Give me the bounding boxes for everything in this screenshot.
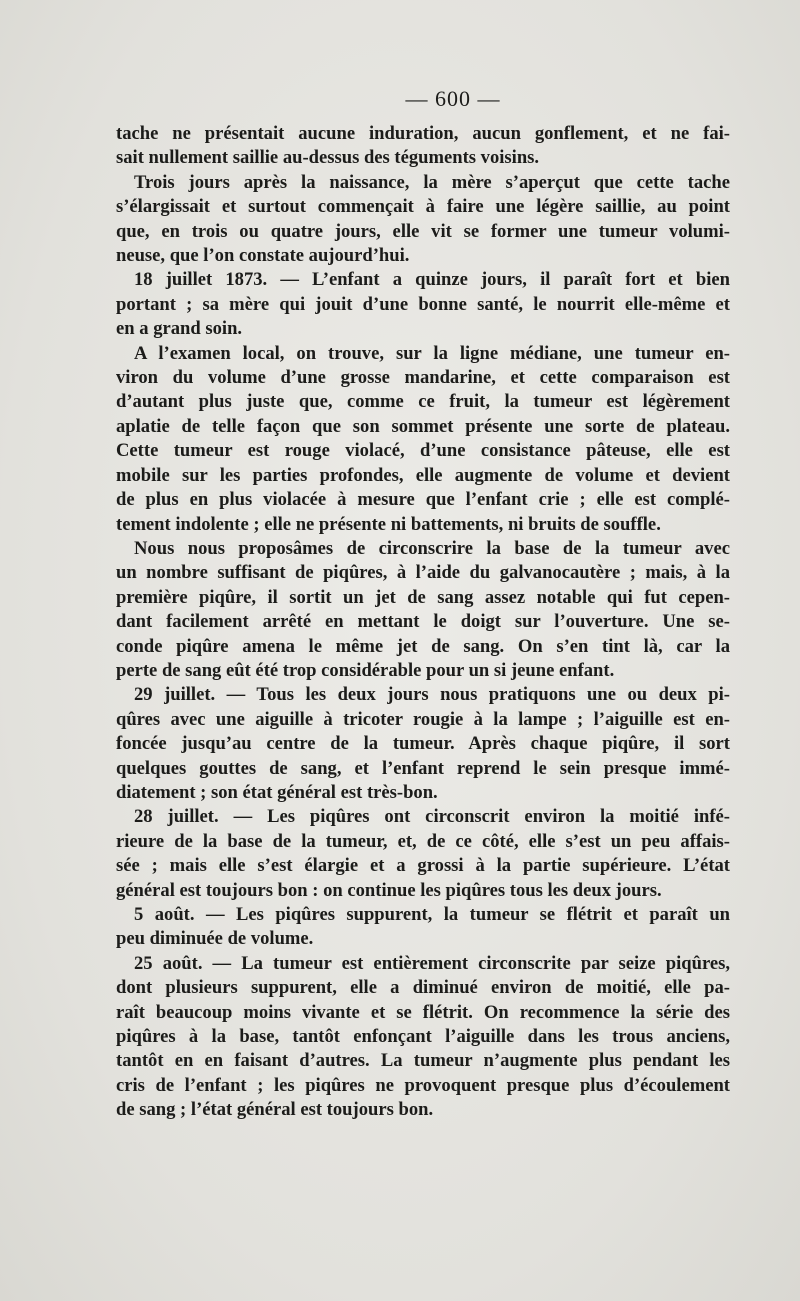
paragraph — [116, 268, 730, 341]
text-line: Nous nous proposâmes de circonscrire la base de la tumeur avec — [134, 537, 730, 559]
text-line: qûres avec une aiguille à tricoter rougie à la lampe ; l’aiguille est en- — [116, 708, 730, 730]
text-line: 5 août. — Les piqûres suppurent, la tumeur se flétrit et paraît un — [134, 904, 730, 925]
paragraph — [116, 683, 730, 805]
text-line: 29 juillet. — Tous les deux jours nous pratiquons une ou deux pi- — [134, 684, 730, 706]
text-line: tantôt en en faisant d’autres. La tumeur n’augmente plus pendant les — [116, 1050, 730, 1072]
text-line: 18 juillet 1873. — L’enfant a quinze jours, il paraît fort et bien — [134, 269, 730, 291]
text-line: première piqûre, il sortit un jet de sang assez notable qui fut cepen- — [116, 586, 730, 608]
paragraph — [116, 171, 730, 269]
text-line: mobile sur les parties profondes, elle augmente de volume et devient — [116, 464, 730, 486]
page-number: — 600 — — [405, 86, 501, 111]
text-line: tement indolente ; elle ne présente ni battements, ni bruits de souffle. — [116, 513, 661, 535]
text-line: portant ; sa mère qui jouit d’une bonne santé, le nourrit elle-même et — [116, 293, 730, 315]
text-line: viron du volume d’une grosse mandarine, et cette comparaison est — [116, 367, 730, 389]
text-line: aplatie de telle façon que son sommet présente une sorte de plateau. — [116, 415, 730, 437]
text-line: conde piqûre amena le même jet de sang. On s’en tint là, car la — [116, 635, 730, 657]
text-line: un nombre suffisant de piqûres, à l’aide du galvanocautère ; mais, à la — [116, 562, 730, 584]
text-line: neuse, que l’on constate aujourd’hui. — [116, 245, 410, 267]
text-line: d’autant plus juste que, comme ce fruit, la tumeur est légèrement — [116, 391, 730, 413]
text-line: quelques gouttes de sang, et l’enfant reprend le sein presque immé- — [116, 757, 730, 779]
text-line: général est toujours bon : on continue les piqûres tous les deux jours. — [116, 879, 662, 901]
text-line: perte de sang eût été trop considérable pour un si jeune enfant. — [116, 659, 615, 681]
text-line: foncée jusqu’au centre de la tumeur. Après chaque piqûre, il sort — [116, 733, 730, 755]
text-line: de plus en plus violacée à mesure que l’enfant crie ; elle est complé- — [116, 489, 730, 511]
paragraph — [116, 903, 730, 952]
text-line: raît beaucoup moins vivante et se flétrit. On recommence la série des — [116, 1001, 730, 1023]
text-line: peu diminuée de volume. — [116, 928, 314, 950]
text-line: cris de l’enfant ; les piqûres ne provoquent presque plus d’écoulement — [116, 1074, 730, 1096]
text-line: 28 juillet. — Les piqûres ont circonscrit environ la moitié infé- — [134, 806, 730, 828]
text-line: de sang ; l’état général est toujours bon. — [116, 1099, 434, 1121]
text-line: Cette tumeur est rouge violacé, d’une consistance pâteuse, elle est — [116, 440, 730, 462]
text-line: dant facilement arrêté en mettant le doigt sur l’ouverture. Une se- — [116, 611, 730, 633]
paragraph — [116, 952, 730, 1123]
text-line: Trois jours après la naissance, la mère s’aperçut que cette tache — [134, 171, 730, 193]
paragraph — [116, 537, 730, 683]
text-line: sait nullement saillie au-dessus des téguments voisins. — [116, 147, 540, 169]
text-line: dont plusieurs suppurent, elle a diminué environ de moitié, elle pa- — [116, 977, 730, 999]
text-line: piqûres à la base, tantôt enfonçant l’aiguille dans les trous anciens, — [116, 1026, 730, 1048]
paragraph — [116, 805, 730, 903]
body-text — [116, 122, 730, 1123]
text-line: sée ; mais elle s’est élargie et a grossi à la partie supérieure. L’état — [116, 855, 730, 877]
text-line: 25 août. — La tumeur est entièrement circonscrite par seize piqûres, — [134, 952, 730, 974]
text-line: que, en trois ou quatre jours, elle vit se former une tumeur volumi- — [116, 220, 730, 242]
text-line: diatement ; son état général est très-bon. — [116, 781, 438, 803]
text-line: en a grand soin. — [116, 318, 243, 340]
book-page — [116, 86, 730, 1123]
text-line: s’élargissait et surtout commençait à faire une légère saillie, au point — [116, 196, 730, 218]
text-line: tache ne présentait aucune induration, aucun gonflement, et ne fai- — [116, 123, 730, 144]
text-line: A l’examen local, on trouve, sur la ligne médiane, une tumeur en- — [134, 342, 730, 364]
paragraph — [116, 342, 730, 537]
paragraph — [116, 122, 730, 171]
text-line: rieure de la base de la tumeur, et, de ce côté, elle s’est un peu affais- — [116, 830, 730, 852]
